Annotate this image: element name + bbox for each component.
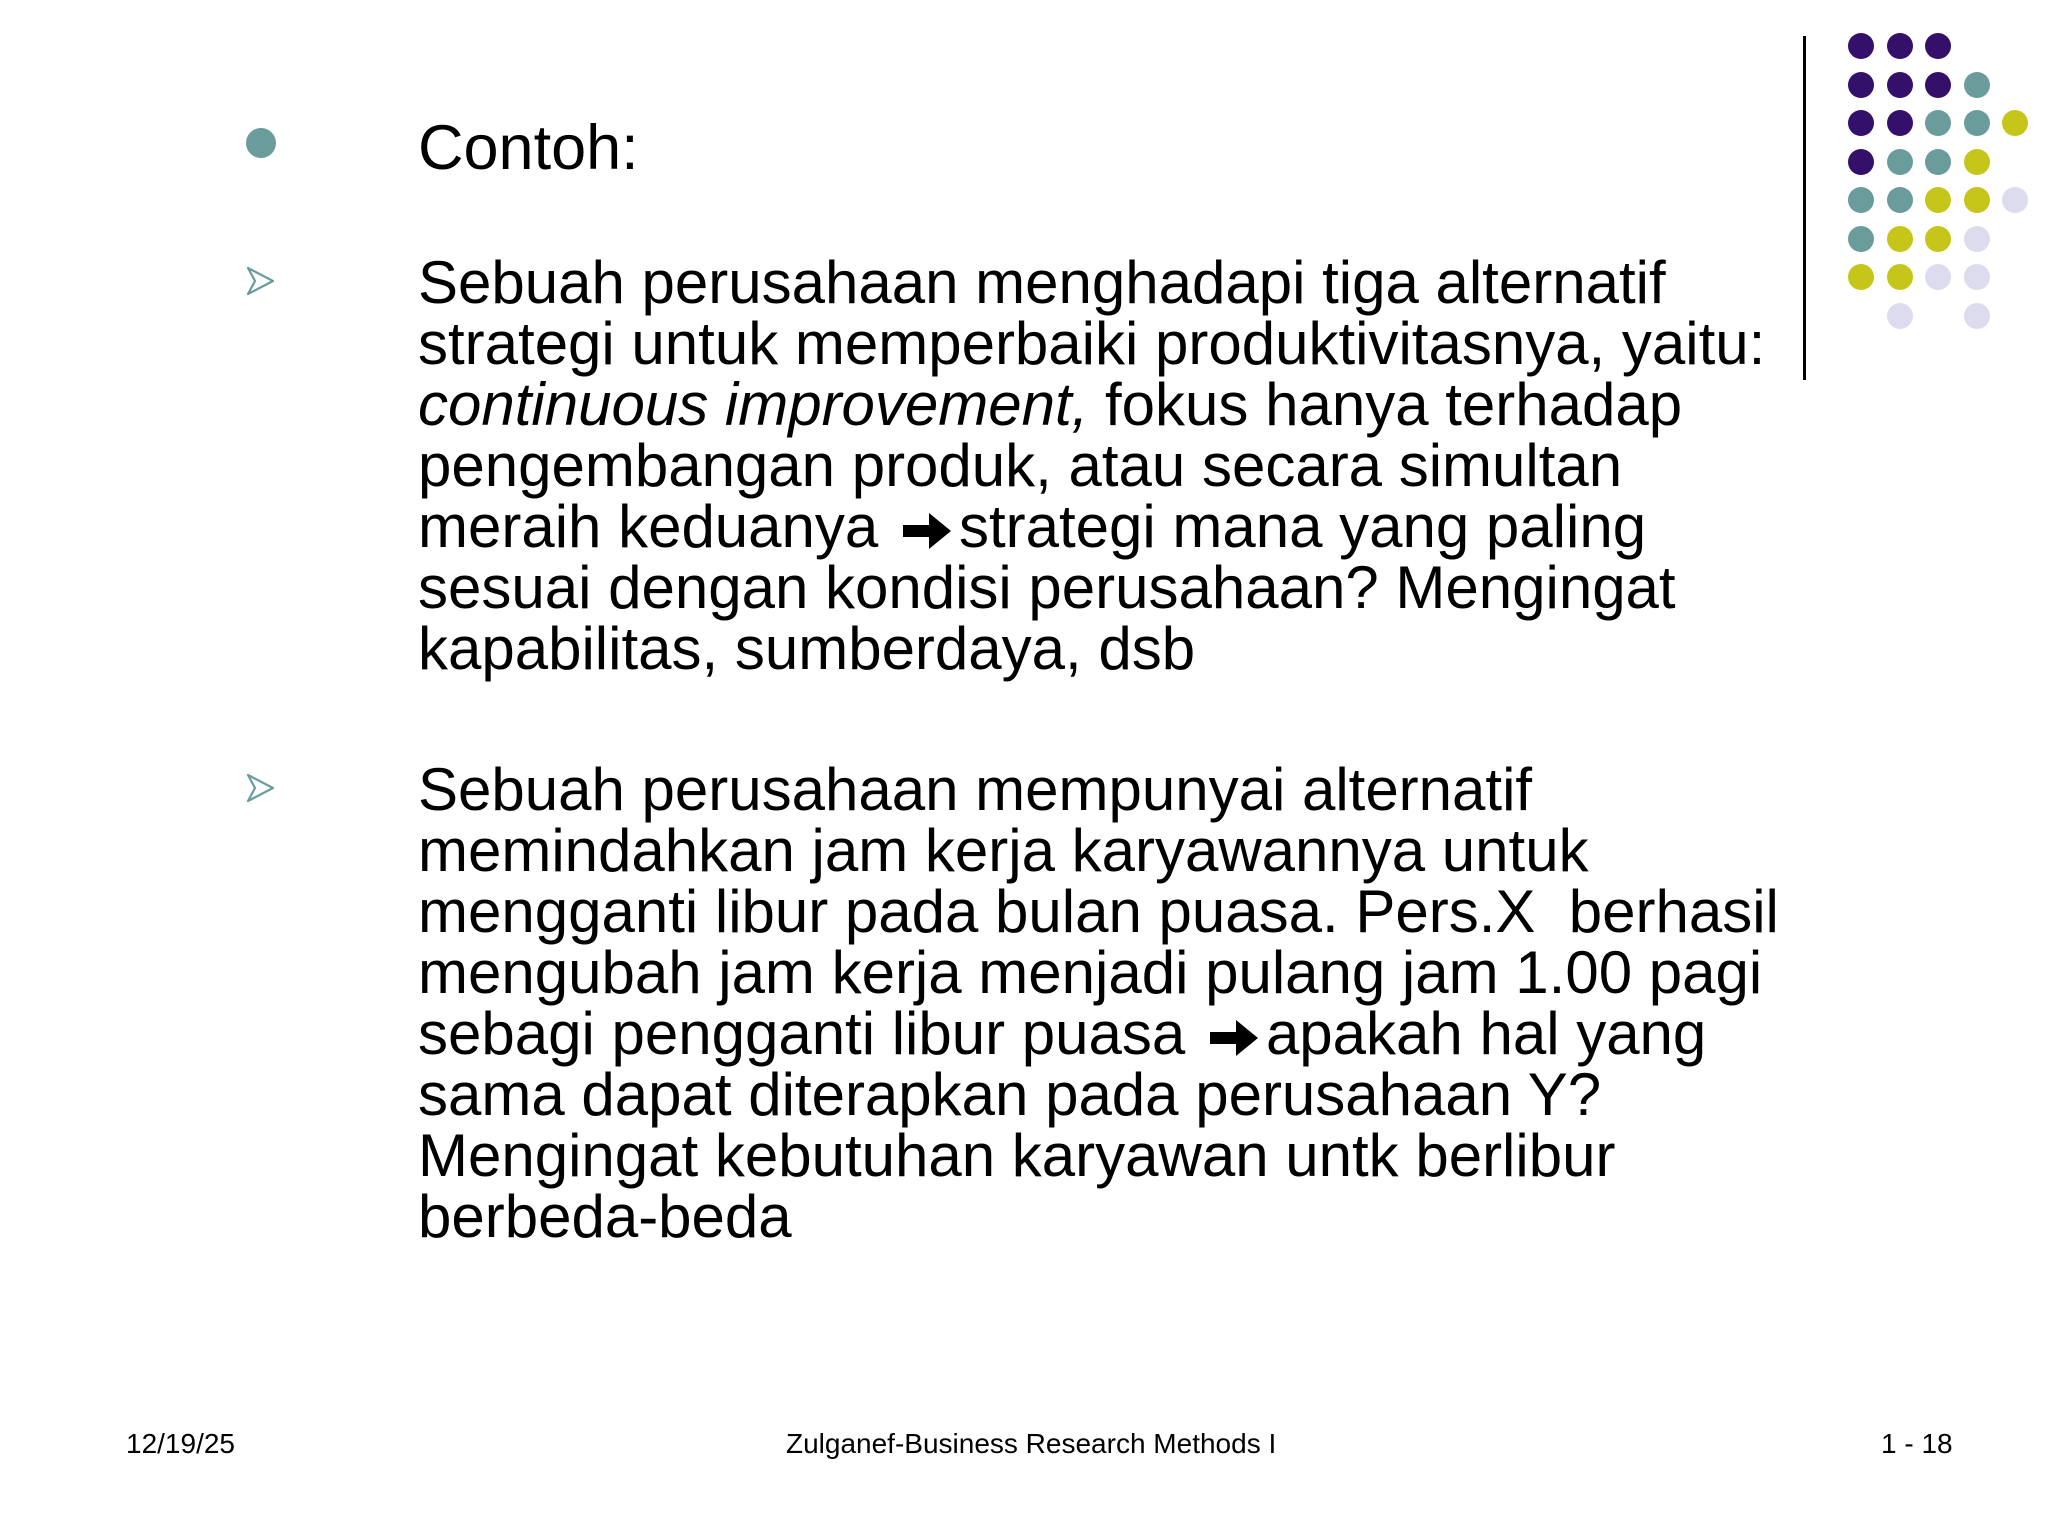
text-line: pengembangan produk, atau secara simultan [418, 432, 1623, 499]
decorative-dot [1887, 33, 1913, 59]
right-arrow-icon [899, 507, 955, 555]
decorative-dot [1887, 187, 1913, 213]
decorative-dot [1887, 72, 1913, 98]
decorative-dot [1848, 72, 1874, 98]
decorative-dot [1964, 110, 1990, 136]
text-fragment: apakah hal yang [1265, 1000, 1707, 1067]
text-line: sesuai dengan kondisi perusahaan? Mengingat [418, 554, 1676, 621]
text-line [418, 1000, 1978, 1067]
text-line: Sebuah perusahaan menghadapi tiga alternatif [418, 249, 1666, 316]
text-fragment: meraih keduanya [418, 493, 879, 560]
decorative-dot [1887, 226, 1913, 252]
decorative-dot [1925, 149, 1951, 175]
arrowhead-bullet-icon [244, 265, 276, 297]
slide-heading: Contoh: [418, 113, 639, 183]
text-line: memindahkan jam kerja karyawannya untuk [418, 817, 1589, 884]
decorative-dot [1848, 187, 1874, 213]
text-line: Mengingat kebutuhan karyawan untk berlibur [418, 1122, 1616, 1189]
decorative-dot [1925, 33, 1951, 59]
decorative-dot [1964, 149, 1990, 175]
text-line: mengubah jam kerja menjadi pulang jam 1.00 pagi [418, 939, 1763, 1006]
circle-bullet-icon [246, 128, 276, 158]
arrowhead-bullet-icon [244, 772, 276, 804]
bullet-point-1 [418, 249, 1978, 682]
decorative-dot [1848, 33, 1874, 59]
decorative-dot [1887, 149, 1913, 175]
right-arrow-icon [1206, 1014, 1262, 1062]
decorative-dot [2002, 110, 2028, 136]
text-fragment: fokus hanya terhadap [1088, 371, 1683, 438]
decorative-dot [1964, 187, 1990, 213]
decorative-dot [1964, 226, 1990, 252]
text-line: mengganti libur pada bulan puasa. Pers.X berhasil [418, 878, 1779, 945]
decorative-dot [1925, 187, 1951, 213]
text-line: sama dapat diterapkan pada perusahaan Y? [418, 1061, 1602, 1128]
text-line: kapabilitas, sumberdaya, dsb [418, 615, 1196, 682]
text-line: strategi untuk memperbaiki produktivitasnya, yaitu: [418, 310, 1766, 377]
decorative-dot [2002, 187, 2028, 213]
text-line [418, 493, 1978, 560]
text-line [418, 371, 1978, 438]
decorative-dot [1925, 110, 1951, 136]
decorative-dot [1848, 149, 1874, 175]
decorative-dot [1925, 72, 1951, 98]
decorative-dot [1887, 110, 1913, 136]
footer-page-number: 1 - 18 [1881, 1428, 1953, 1459]
decorative-dot [1848, 226, 1874, 252]
text-line: berbeda-beda [418, 1183, 792, 1250]
decorative-dot [1848, 110, 1874, 136]
text-fragment: strategi mana yang paling [958, 493, 1647, 560]
decorative-dot [1964, 72, 1990, 98]
text-fragment: sebagi pengganti libur puasa [418, 1000, 1186, 1067]
footer-date: 12/19/25 [126, 1428, 235, 1459]
italic-term: continuous improvement, [418, 371, 1089, 438]
bullet-point-2 [418, 756, 1978, 1250]
footer-title: Zulganef-Business Research Methods I [786, 1428, 1277, 1459]
decorative-dot [1925, 226, 1951, 252]
text-line: Sebuah perusahaan mempunyai alternatif [418, 756, 1533, 823]
